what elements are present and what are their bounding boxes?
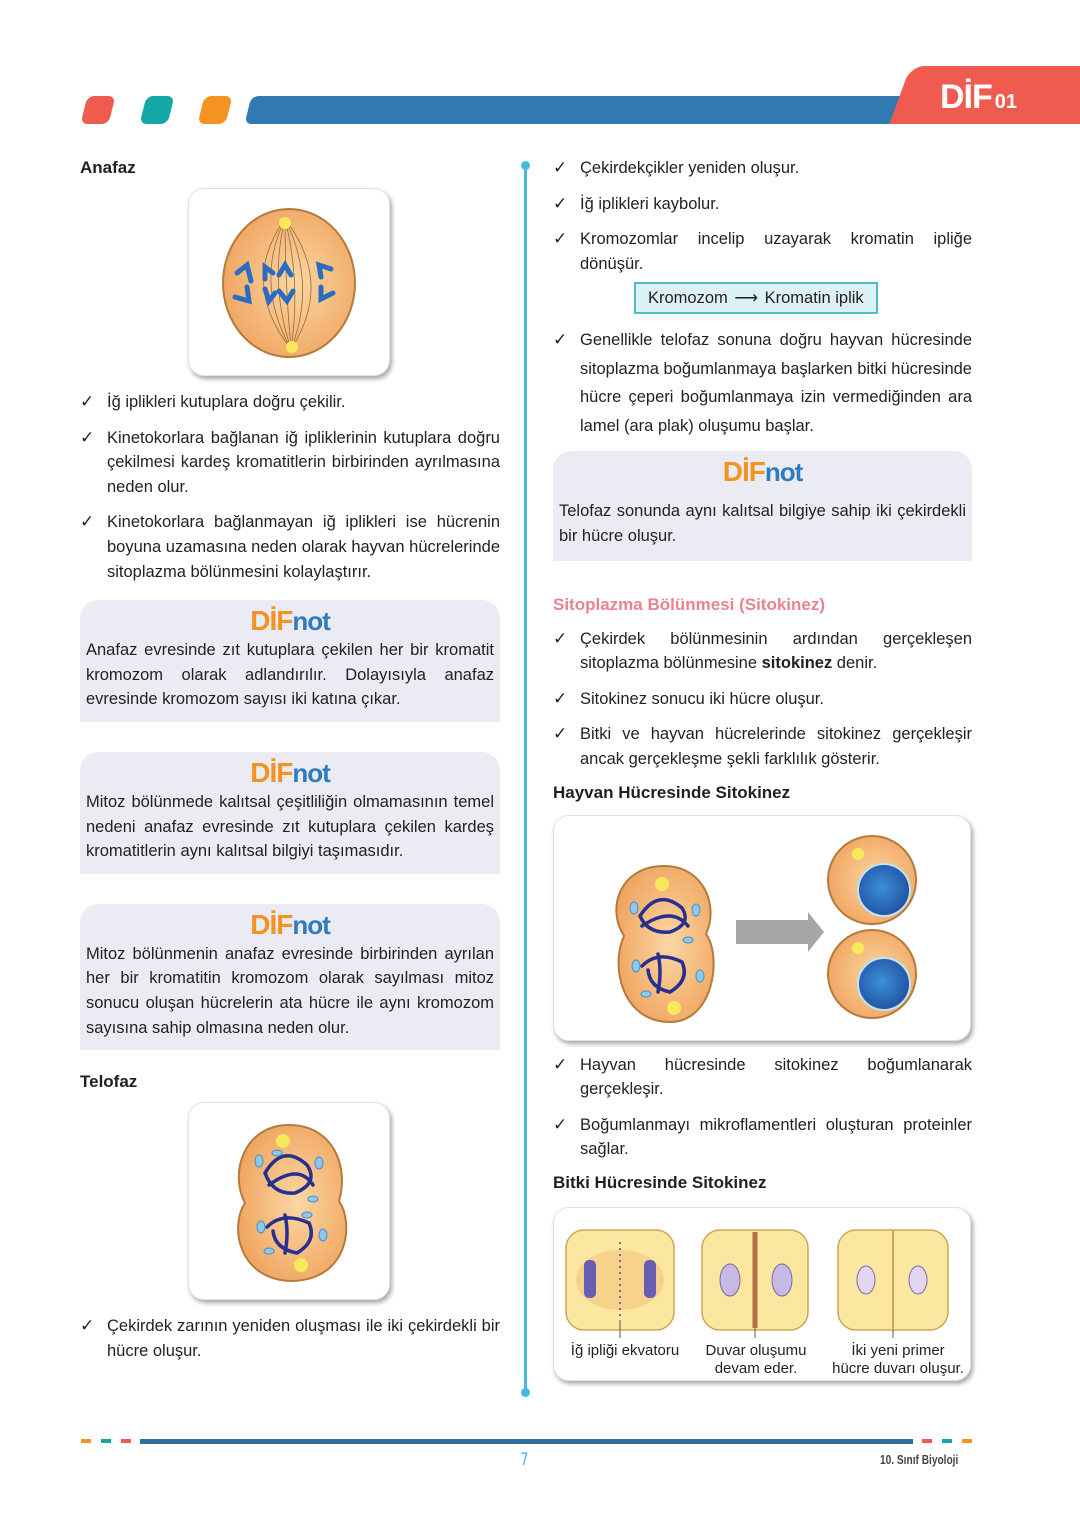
animal-cytokinesis-icon (554, 816, 970, 1040)
formula-wrap (553, 282, 972, 314)
process-arrow-icon (736, 912, 824, 952)
telophase-cell-icon (189, 1103, 389, 1299)
difnot-logo: DİFnot (722, 456, 803, 488)
list-item: ✓ Kinetokorlara bağlanan iğ ipliklerinin kutuplara doğru çekilmesi kardeş kromatitlerin birbirinden ayrılmasına neden olur. (80, 427, 500, 496)
column-divider (524, 165, 527, 1393)
caption-new-walls: İki yeni primer hücre duvarı oluşur. (832, 1341, 964, 1377)
check-icon: ✓ (553, 1054, 568, 1074)
header-bar (245, 96, 972, 124)
footer-dash-teal-r (942, 1439, 952, 1443)
check-icon: ✓ (80, 512, 95, 532)
caption-wall-forming: Duvar oluşumu devam eder. (705, 1341, 807, 1377)
hayvan-bullet-list (553, 1053, 972, 1162)
caption-spindle-equator: İğ ipliği ekvatoru (570, 1341, 680, 1359)
chromosome-formula-box: Kromozom ⟶ Kromatin iplik (634, 282, 878, 314)
telofaz-bullet-last (553, 326, 972, 440)
list-item: ✓ Bitki ve hayvan hücrelerinde sitokinez gerçekleşir ancak gerçekleşme şekli farklılık gösterir. (553, 724, 972, 768)
note-text: Mitoz bölünmenin anafaz evresinde birbirinden ayrılan her bir kromatitin kromozom olarak sayılması mitoz sonucu oluşan hücrelerin ata hücre ile aynı kromozom sayısına sahip olmasına neden olur. (86, 944, 494, 1037)
section-title-bitki: Bitki Hücresinde Sitokinez (553, 1172, 767, 1192)
list-item: ✓ Kromozomlar incelip uzayarak kromatin ipliğe dönüşür. (553, 229, 972, 273)
unit-number: 01 (994, 91, 1018, 113)
note-text: Telofaz sonunda aynı kalıtsal bilgiye sahip iki çekirdekli bir hücre oluşur. (559, 502, 966, 545)
difnot-box-right (553, 451, 972, 560)
check-icon: ✓ (553, 724, 568, 744)
anafaz-bullet-list (80, 390, 500, 584)
telofaz-bullet-list-left (80, 1314, 500, 1363)
note-text: Mitoz bölünmede kalıtsal çeşitliliğin olmamasının temel nedeni anafaz evresinde zıt kutuplara çekilen kardeş kromatitlerin aynı kalıtsal bilgiyi taşımasıdır. (86, 792, 494, 861)
list-item: ✓ Hayvan hücresinde sitokinez boğumlanarak gerçekleşir. (553, 1054, 972, 1099)
section-title-sitokinez: Sitoplazma Bölünmesi (Sitokinez) (553, 594, 826, 614)
footer-dash-teal (101, 1439, 111, 1443)
section-title-anafaz: Anafaz (80, 158, 136, 177)
list-item: ✓ Sitokinez sonucu iki hücre oluşur. (553, 687, 972, 712)
difnot-box-2 (80, 752, 500, 874)
difnot-box-1 (80, 600, 500, 722)
difnot-logo: DİFnot (250, 605, 330, 637)
check-icon: ✓ (80, 427, 95, 447)
check-icon: ✓ (553, 330, 568, 350)
check-icon: ✓ (553, 158, 568, 177)
plant-cytokinesis-figure (553, 1207, 971, 1381)
page-number: 7 (520, 1450, 529, 1470)
divider-dot-bottom (521, 1388, 530, 1397)
divider-dot-top (521, 161, 530, 170)
dif-label: DİF (940, 78, 992, 116)
note-text: Anafaz evresinde zıt kutuplara çekilen her bir kromatit kromozom olarak adlandırılır. Dolayısıyla anafaz evresinde kromozom sayısı iki katına çıkar. (86, 641, 494, 709)
check-icon: ✓ (80, 392, 95, 411)
check-icon: ✓ (553, 229, 568, 249)
footer-dash-red (121, 1439, 131, 1443)
footer-dash-red-r (922, 1439, 932, 1443)
header-tab-label (940, 80, 1017, 114)
right-column (553, 150, 972, 1381)
footer-dash-orange (81, 1439, 91, 1443)
list-item: ✓ Çekirdek bölünmesinin ardından gerçekleşen sitoplazma bölünmesine sitokinez denir. (553, 628, 972, 673)
anaphase-cell-icon (189, 189, 389, 375)
section-title-hayvan: Hayvan Hücresinde Sitokinez (553, 782, 791, 802)
difnot-box-3 (80, 904, 500, 1050)
section-title-telofaz: Telofaz (80, 1072, 138, 1092)
left-column (80, 150, 500, 1374)
footer-dash-orange-r (962, 1439, 972, 1443)
telofaz-bullet-list-right (553, 156, 972, 276)
list-item: ✓ Kinetokorlara bağlanmayan iğ iplikleri ise hücrenin boyuna uzamasına neden olarak hayvan hücrelerinde sitoplazma bölünmesini kolaylaştırır. (80, 512, 500, 581)
anaphase-figure (188, 188, 390, 376)
arrow-right-icon: ⟶ (734, 289, 759, 308)
list-item: ✓ Çekirdekçikler yeniden oluşur. (553, 156, 972, 181)
footer-bar (140, 1439, 913, 1444)
telophase-figure (188, 1102, 390, 1300)
header-pill-red (81, 96, 116, 124)
check-icon: ✓ (553, 1114, 568, 1134)
difnot-logo: DİFnot (250, 756, 330, 788)
list-item: ✓ Çekirdek zarının yeniden oluşması ile iki çekirdekli bir hücre oluşur. (80, 1316, 500, 1360)
header-pill-teal (140, 96, 175, 124)
check-icon: ✓ (80, 1316, 95, 1336)
header-pill-orange (198, 96, 233, 124)
list-item: ✓ İğ iplikleri kutuplara doğru çekilir. (80, 390, 500, 415)
sitokinez-bullet-list (553, 627, 972, 772)
animal-cytokinesis-figure (553, 815, 971, 1041)
check-icon: ✓ (553, 688, 568, 708)
list-item: ✓ İğ iplikleri kaybolur. (553, 192, 972, 217)
difnot-logo: DİFnot (250, 908, 330, 940)
list-item: ✓ Genellikle telofaz sonuna doğru hayvan hücresinde sitoplazma boğumlanmaya başlarken bitki hücresinde hücre çeperi boğumlanmaya izin vermediğinden ara lamel (ara plak) oluşumu başlar. (553, 326, 972, 440)
check-icon: ✓ (553, 193, 568, 213)
list-item: ✓ Boğumlanmayı mikroflamentleri oluşturan proteinler sağlar. (553, 1114, 972, 1159)
check-icon: ✓ (553, 628, 568, 648)
book-title: 10. Sınıf Biyoloji (880, 1452, 959, 1467)
